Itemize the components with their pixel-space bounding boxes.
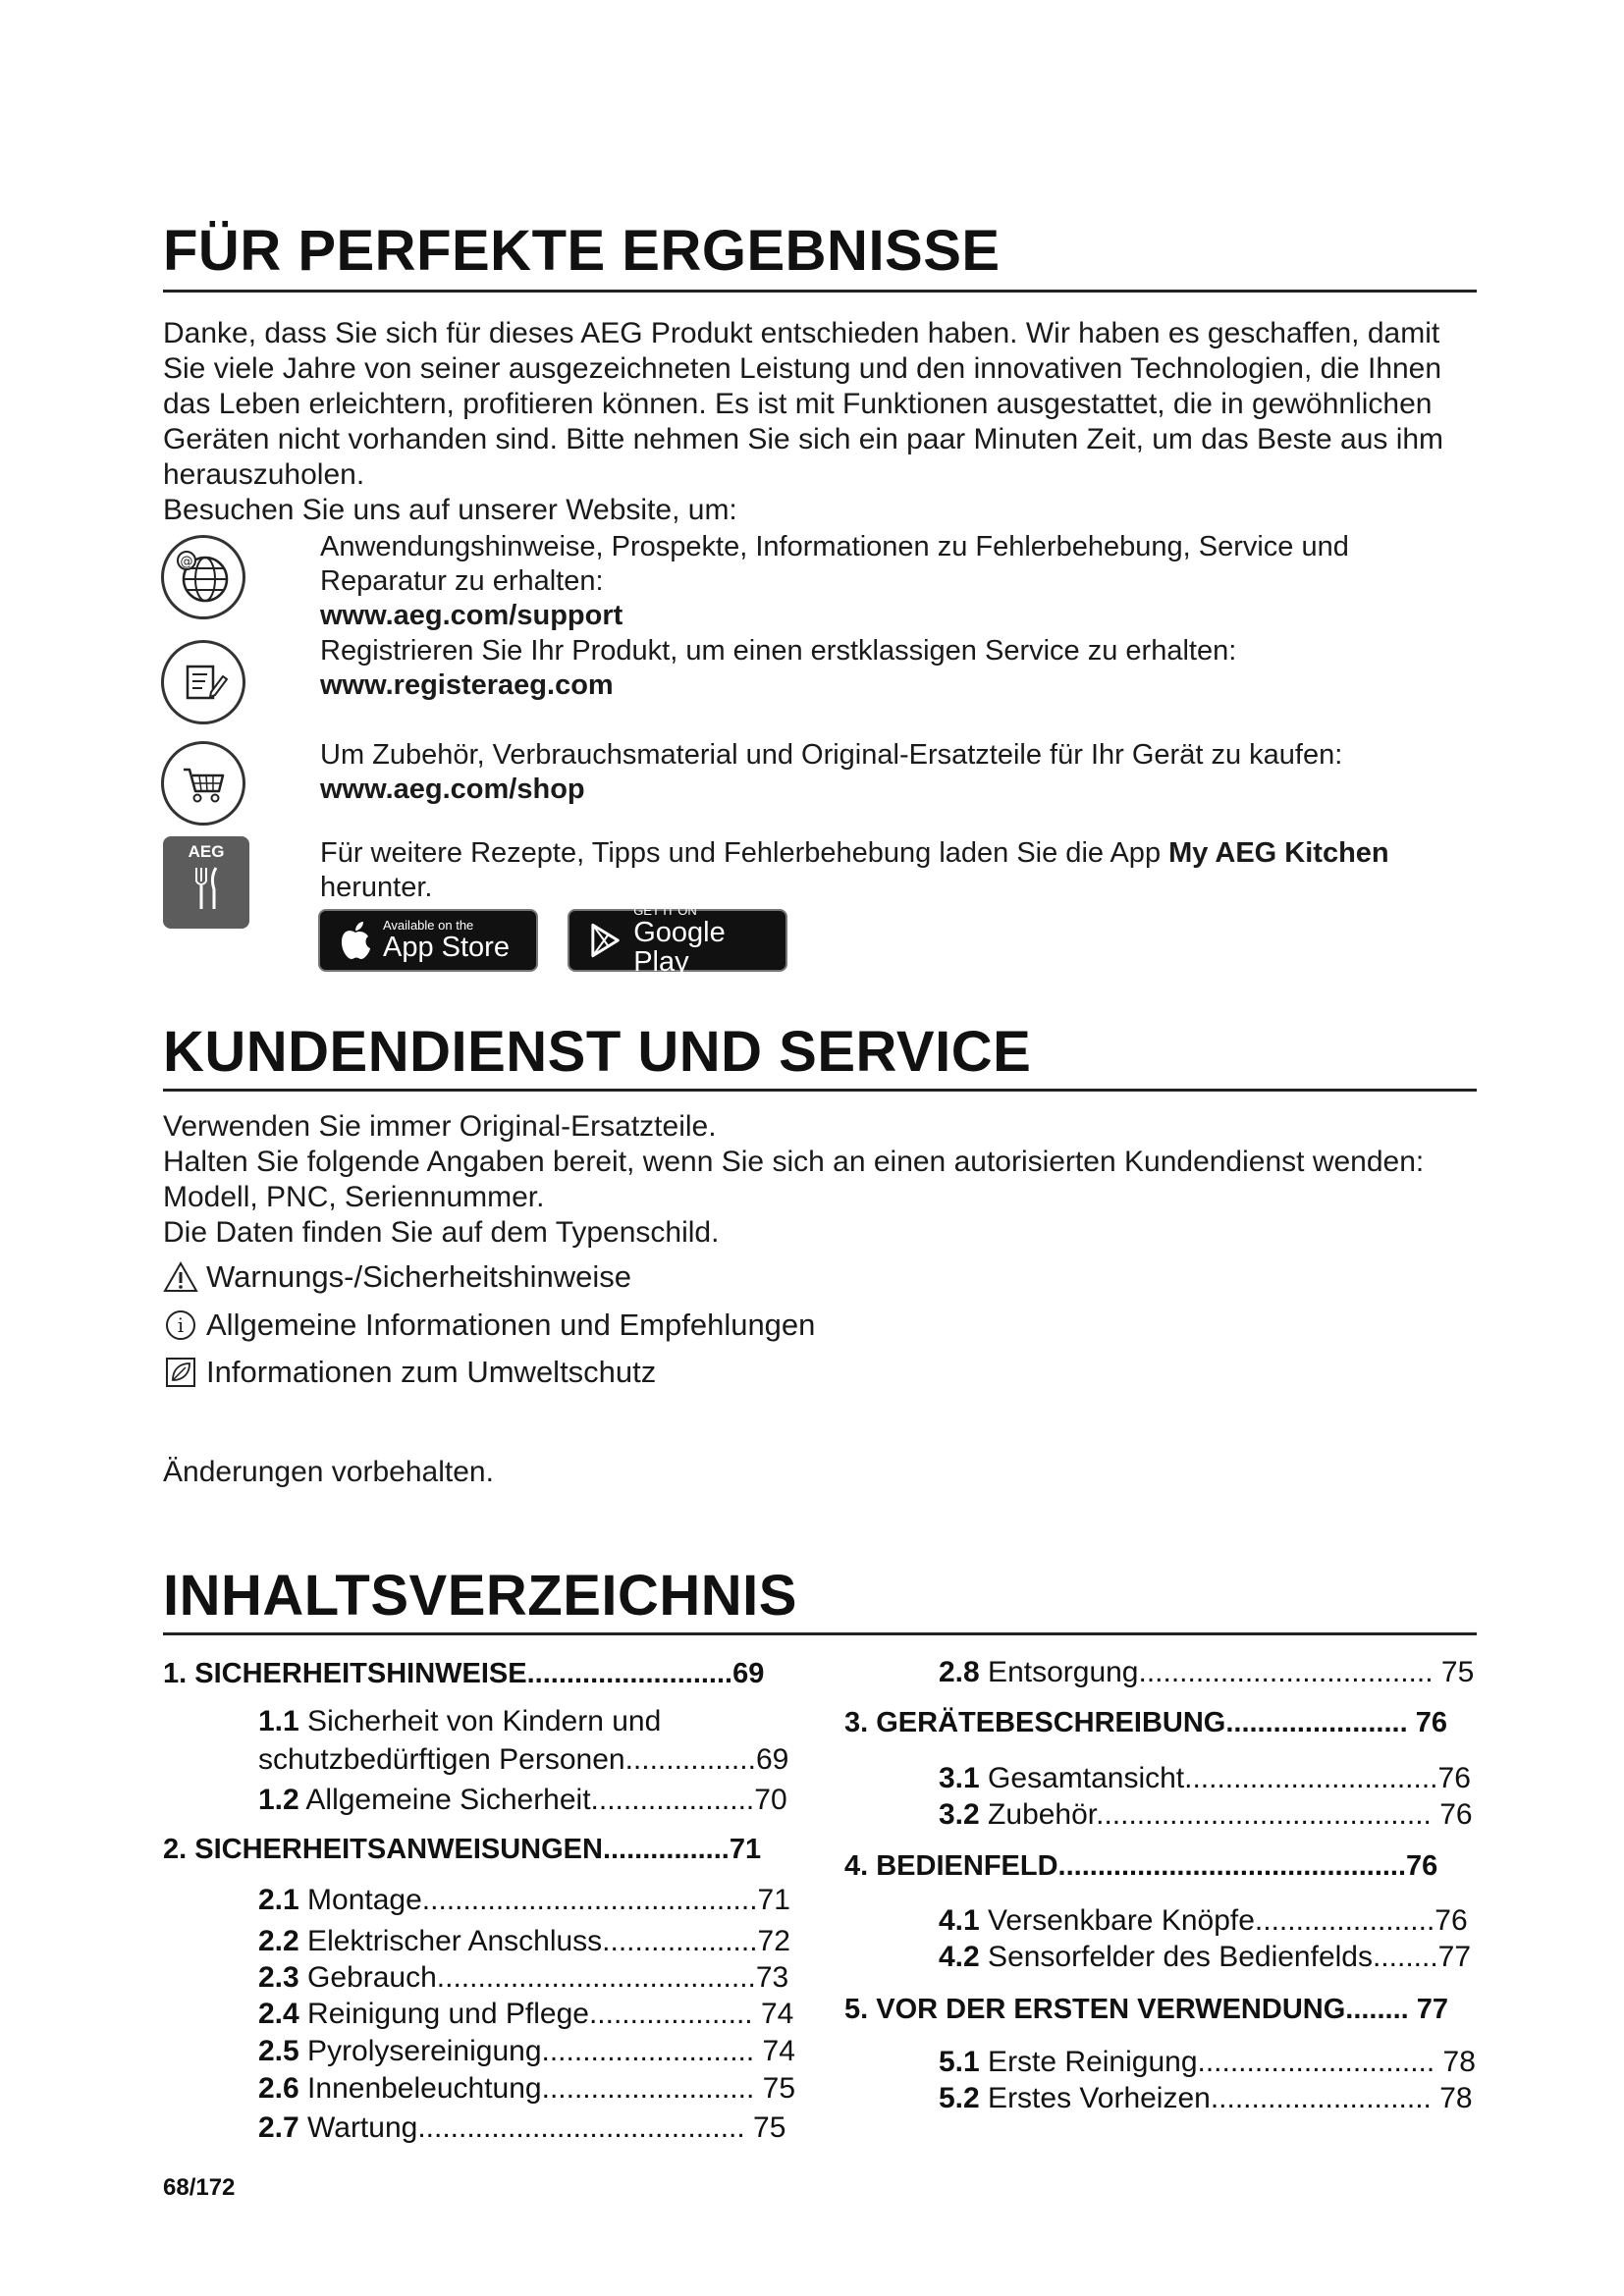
support-link[interactable]: www.aeg.com/support [320, 600, 623, 631]
app-promo-text [320, 836, 1479, 905]
web-item-support [320, 530, 1479, 633]
toc-heading[interactable]: 4. BEDIENFELD............................................76 [844, 1850, 1438, 1882]
toc-entry[interactable]: 5.1 Erste Reinigung............................. 78 [939, 2046, 1476, 2078]
globe-icon [161, 535, 245, 619]
service-line-1: Verwenden Sie immer Original-Ersatzteile. [163, 1110, 717, 1143]
cutlery-icon [185, 864, 228, 915]
google-play-badge[interactable] [568, 903, 787, 978]
section-title-results: FÜR PERFEKTE ERGEBNISSE [163, 219, 1001, 283]
section-divider [163, 1632, 1477, 1635]
page-number: 68/172 [163, 2174, 236, 2201]
toc-entry[interactable]: 2.2 Elektrischer Anschluss...................72 [258, 1925, 790, 1957]
intro-text [163, 316, 1479, 528]
environment-icon [163, 1355, 198, 1390]
app-name: My AEG Kitchen [1168, 837, 1389, 869]
cart-icon [161, 741, 245, 826]
toc-entry[interactable]: 4.2 Sensorfelder des Bedienfelds........77 [939, 1941, 1472, 1973]
intro-visit: Besuchen Sie uns auf unserer Website, um: [163, 494, 737, 526]
warning-icon [163, 1259, 198, 1295]
toc-entry[interactable]: 2.7 Wartung........................................ 75 [258, 2111, 786, 2144]
toc-entry[interactable]: 2.1 Montage.........................................71 [258, 1884, 790, 1916]
app-store-small-label: Available on the [383, 918, 474, 933]
changes-note-text: Änderungen vorbehalten. [163, 1456, 494, 1488]
web-item-shop-text: Um Zubehör, Verbrauchsmaterial und Original-Ersatzteile für Ihr Gerät zu kaufen: [320, 739, 1343, 771]
section-divider [163, 290, 1477, 293]
toc-entry[interactable]: 4.1 Versenkbare Knöpfe......................76 [939, 1904, 1468, 1937]
service-line-2: Halten Sie folgende Angaben bereit, wenn Sie sich an einen autorisierten Kundendienst wenden: Modell, PNC, Seriennummer. [163, 1146, 1425, 1213]
toc-entry[interactable]: 2.8 Entsorgung.................................... 75 [939, 1656, 1475, 1688]
service-text [163, 1109, 1479, 1251]
svg-text:@: @ [180, 555, 193, 569]
shop-link[interactable]: www.aeg.com/shop [320, 774, 585, 805]
toc-entry[interactable]: 2.3 Gebrauch.......................................73 [258, 1961, 789, 1994]
section-divider [163, 1089, 1477, 1092]
app-store-label: App Store [383, 932, 510, 963]
toc-entry[interactable]: 5.2 Erstes Vorheizen........................... 78 [939, 2082, 1473, 2114]
info-icon [163, 1308, 198, 1343]
svg-text:i: i [177, 1313, 185, 1337]
apple-icon [336, 919, 375, 962]
toc-entry[interactable]: 3.1 Gesamtansicht...............................76 [939, 1762, 1471, 1794]
legend-environment-text: Informationen zum Umweltschutz [206, 1355, 657, 1389]
intro-paragraph: Danke, dass Sie sich für dieses AEG Produkt entschieden haben. Wir haben es geschaffen, damit Sie viele Jahre von seiner ausgezeichneten Leistung und den innovativen Technologien, die Ihnen das Leben erleichtern, profitieren können. Es ist mit Funktionen ausgestattet, die in gewöhnlichen Geräten nicht vorhanden sind. Bitte nehmen Sie sich ein paar Minuten Zeit, um das Beste aus ihm herauszuholen. [163, 317, 1444, 491]
toc-entry[interactable]: 3.2 Zubehör......................................... 76 [939, 1798, 1473, 1831]
section-title-service: KUNDENDIENST UND SERVICE [163, 1020, 1032, 1084]
aeg-app-icon-label: AEG [188, 842, 225, 861]
web-item-shop [320, 738, 1479, 807]
register-link[interactable]: www.registeraeg.com [320, 669, 614, 701]
app-store-badge[interactable] [318, 909, 538, 972]
play-icon [585, 921, 623, 960]
web-item-support-text: Anwendungshinweise, Prospekte, Informationen zu Fehlerbehebung, Service und Reparatur zu erhalten: [320, 531, 1349, 597]
changes-note [163, 1455, 1479, 1490]
google-play-label: Google Play [633, 917, 726, 978]
aeg-app-icon [163, 836, 249, 929]
web-item-register-text: Registrieren Sie Ihr Produkt, um einen erstklassigen Service zu erhalten: [320, 635, 1237, 667]
app-text-after: herunter. [320, 872, 433, 903]
toc-entry[interactable]: 2.5 Pyrolysereinigung.......................... 74 [258, 2035, 795, 2067]
toc-heading[interactable]: 5. VOR DER ERSTEN VERWENDUNG........ 77 [844, 1994, 1449, 2025]
toc-entry[interactable]: 1.2 Allgemeine Sicherheit....................70 [258, 1784, 787, 1816]
toc-heading[interactable]: 2. SICHERHEITSANWEISUNGEN................71 [163, 1834, 762, 1865]
toc-entry[interactable]: 2.6 Innenbeleuchtung.......................... 75 [258, 2072, 796, 2105]
toc-heading[interactable]: 3. GERÄTEBESCHREIBUNG....................... 76 [844, 1707, 1447, 1738]
legend-warning [163, 1259, 631, 1295]
web-item-register [320, 634, 1479, 703]
register-icon [161, 640, 245, 724]
toc-heading[interactable]: 1. SICHERHEITSHINWEISE..........................69 [163, 1658, 765, 1689]
app-text-before: Für weitere Rezepte, Tipps und Fehlerbehebung laden Sie die App [320, 837, 1169, 869]
service-line-3: Die Daten finden Sie auf dem Typenschild. [163, 1216, 720, 1249]
legend-warning-text: Warnungs-/Sicherheitshinweise [206, 1259, 632, 1294]
toc-entry[interactable]: schutzbedürftigen Personen................69 [258, 1743, 789, 1776]
toc-entry[interactable]: 1.1 Sicherheit von Kindern und [258, 1705, 662, 1737]
section-title-toc: INHALTSVERZEICHNIS [163, 1564, 797, 1628]
legend-info [163, 1308, 815, 1343]
legend-info-text: Allgemeine Informationen und Empfehlungen [206, 1308, 816, 1342]
google-play-small-label: GET IT ON [633, 903, 697, 918]
legend-environment [163, 1355, 656, 1390]
toc-entry[interactable]: 2.4 Reinigung und Pflege.................... 74 [258, 1998, 794, 2030]
